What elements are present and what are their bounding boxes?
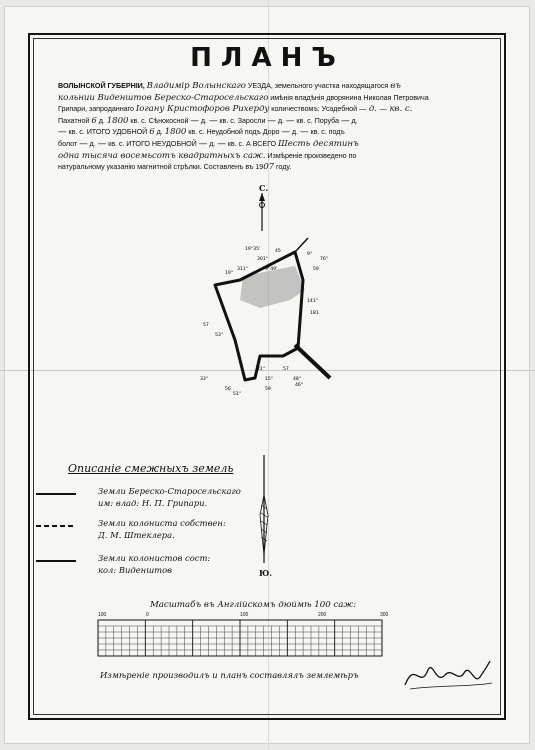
printed-text: УЕЗДА, земельного участка находящагося (245, 81, 391, 90)
plot-label: 57 (283, 367, 289, 372)
handwritten-entry: 07 (263, 162, 275, 173)
legend-text: Д. М. Штеклера. (98, 530, 175, 540)
plot-label: 33° (200, 377, 209, 382)
legend-text: кол: Виденштов (98, 565, 172, 575)
handwritten-entry: Іогану Кристофоров Рихерду (135, 104, 270, 115)
printed-text: количествомъ: Усадебной (269, 104, 360, 114)
plot-label: 141° (307, 299, 319, 304)
scale-label: 100 (240, 612, 249, 618)
compass-south-label: Ю. (259, 568, 273, 578)
scale-label: 200 (318, 612, 327, 618)
handwritten-entry: 1800 (164, 127, 187, 138)
handwritten-entry: — (281, 127, 290, 138)
handwritten-entry: Шесть десятинъ (278, 138, 359, 149)
handwritten-entry: — (198, 138, 208, 149)
footer-surveyor-note: Измѣреніе производилъ и планъ составлялъ землемѣръ (100, 670, 359, 680)
handwritten-entry: — (79, 138, 88, 149)
handwritten-entry: 6 (149, 127, 155, 138)
plot-label: 51° (233, 392, 242, 397)
land-plot-diagram (195, 230, 345, 405)
scale-label: 0 (146, 612, 149, 618)
plot-label: 181 (310, 311, 319, 316)
printed-text: д. (207, 138, 218, 148)
handwritten-entry: кв. с. (386, 104, 413, 115)
printed-text: году. (274, 162, 292, 172)
printed-text: д. (349, 115, 358, 125)
printed-text: кв. с. ИТОГО НЕУДОБНОЙ (106, 138, 199, 148)
legend-text: Земли колонистов сост: (98, 553, 211, 563)
scale-bar (96, 618, 386, 660)
scale-label: 100 (98, 612, 107, 618)
legend-text: Земли Береско-Старосельскаго (98, 486, 241, 496)
printed-text: натуральному указанію магнитной стрѣлки. Составленъ въ 19 (58, 162, 264, 172)
legend-line-symbol (36, 560, 76, 562)
printed-text: д. (87, 138, 98, 148)
printed-text: Измѣреніе произведено по (265, 150, 357, 160)
plot-label: 19°35' (245, 247, 261, 252)
printed-text: кв. с. А ВСЕГО (225, 138, 278, 148)
form-line (58, 80, 478, 92)
printed-text: имѣнія владѣнія дворянина Николая Петровича (268, 92, 429, 102)
printed-text: д. (289, 127, 300, 137)
plot-label: 21° (257, 367, 266, 372)
plot-label: 76° (320, 257, 329, 262)
plot-label: 57 (203, 323, 209, 328)
form-line (58, 126, 478, 138)
printed-text: — (359, 104, 367, 114)
printed-text: Грипари, запроданнаго (58, 104, 136, 114)
handwritten-entry: — (208, 115, 218, 126)
plot-label: 59 (313, 267, 319, 272)
handwritten-entry: — (340, 115, 350, 126)
handwritten-entry: 6 (91, 115, 97, 126)
plot-boundary-extension (295, 345, 330, 378)
handwritten-entry: кольнии Виденштов Береско-Старосельскаго (58, 92, 269, 103)
form-line (58, 103, 478, 115)
printed-text: д. (96, 115, 107, 125)
handwritten-entry: — (217, 138, 226, 149)
compass-north-label: С. (259, 183, 269, 193)
handwritten-entry: — (58, 127, 67, 138)
handwritten-entry: — (285, 115, 295, 126)
legend-text: им: влад: Н. П. Грипари. (98, 498, 208, 508)
printed-text: кв. с. подъ (308, 127, 345, 137)
printed-text: кв. с. Заросли (217, 115, 268, 125)
plot-label: 59 (265, 387, 271, 392)
handwritten-entry: въ (390, 81, 401, 91)
printed-text: болот (58, 138, 80, 148)
handwritten-entry: — (299, 127, 309, 138)
printed-text: кв. с. Сѣнокосной (128, 115, 191, 125)
form-line (58, 138, 478, 150)
handwritten-entry: — (190, 115, 199, 126)
legend-line-symbol (36, 525, 76, 527)
printed-text: — (379, 104, 387, 114)
plot-label: 311° (237, 267, 249, 272)
legend-text: Земли колониста собствен: (98, 518, 226, 528)
plot-label: 56 (225, 387, 231, 392)
plot-label: 53° (215, 333, 224, 338)
plan-form-text (58, 80, 478, 173)
handwritten-entry: — (267, 115, 276, 126)
plot-label: 46° (295, 383, 304, 388)
legend-line-symbol (36, 493, 76, 495)
scale-label: 300 (380, 612, 389, 618)
printed-text: кв. с. Поруба (294, 115, 341, 125)
scale-title: Масштабъ въ Англійскомъ дюймѣ 100 саж: (150, 600, 357, 610)
handwritten-entry: д. (366, 104, 380, 115)
printed-text: ВОЛЫНСКОЙ ГУБЕРНІИ, (58, 81, 147, 90)
printed-text: д. (275, 115, 286, 125)
plot-shaded-area (240, 266, 305, 308)
south-arrow-icon (257, 455, 271, 567)
printed-text: д. (198, 115, 209, 125)
plot-label: 15° (265, 377, 274, 382)
handwritten-entry: Владимір Волынскаго (146, 81, 246, 91)
plot-label: 48° (293, 377, 302, 382)
plot-label: 19° (225, 271, 234, 276)
plot-label: 301° (257, 257, 269, 262)
form-line (58, 115, 478, 127)
printed-text: Пахатной (58, 115, 92, 125)
surveyor-signature (400, 655, 495, 695)
form-line (58, 150, 478, 162)
handwritten-entry: 1800 (106, 115, 129, 126)
document-title: ПЛАНЪ (190, 43, 345, 73)
adjacent-lands-title: Описаніе смежныхъ земель (68, 462, 234, 475)
printed-text: кв. с. Неудобной подъ Доро (186, 127, 282, 137)
form-line (58, 161, 478, 173)
plot-label: 9°49' (265, 267, 278, 272)
printed-text: д. (154, 127, 165, 137)
form-line (58, 92, 478, 104)
plot-label: 9° (307, 252, 313, 257)
plot-label: 45 (275, 249, 281, 254)
handwritten-entry: одна тысяча восемьсотъ квадратныхъ саж. (58, 150, 266, 161)
printed-text: кв. с. ИТОГО УДОБНОЙ (66, 127, 150, 137)
handwritten-entry: — (97, 138, 107, 149)
north-arrow-icon (255, 193, 269, 233)
